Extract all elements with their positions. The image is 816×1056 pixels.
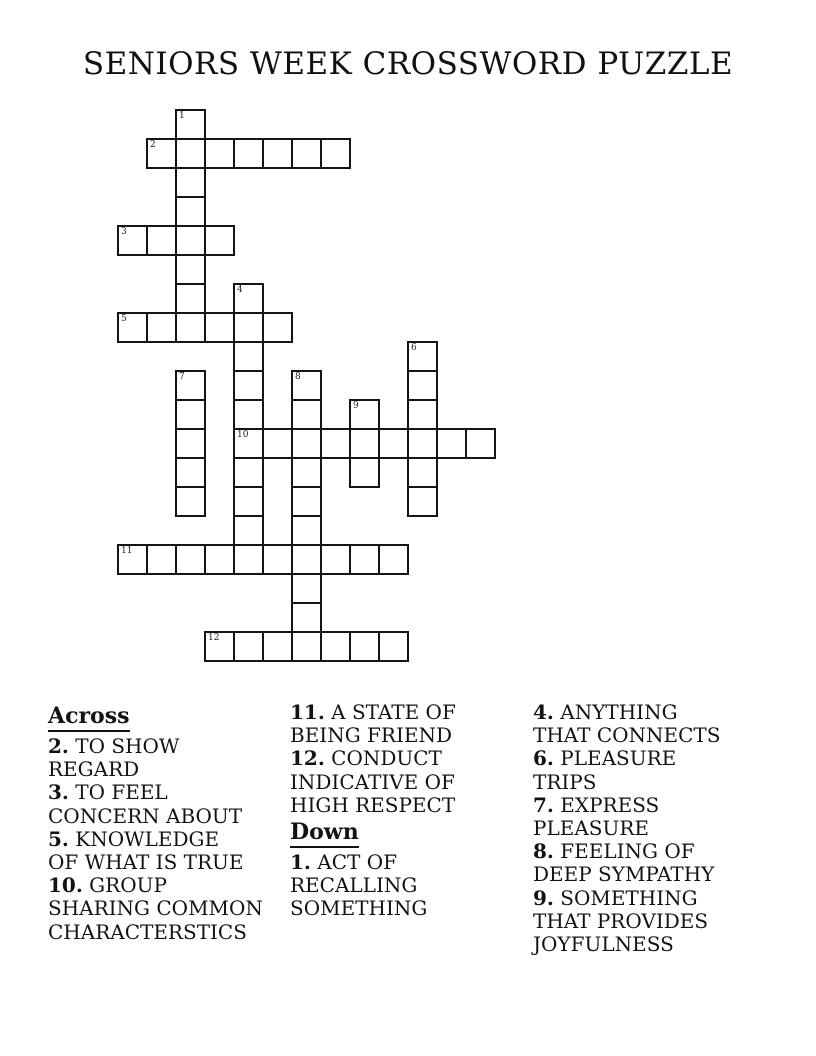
grid-cell[interactable] — [262, 544, 293, 575]
grid-cell[interactable] — [175, 167, 206, 198]
grid-cell[interactable] — [291, 544, 322, 575]
grid-cell[interactable] — [204, 225, 235, 256]
grid-cell[interactable] — [291, 399, 322, 430]
grid-cell[interactable] — [233, 370, 264, 401]
cell-number: 3 — [121, 227, 127, 237]
grid-cell[interactable] — [291, 631, 322, 662]
clue-column-1 — [48, 701, 286, 944]
grid-cell[interactable] — [320, 631, 351, 662]
grid-cell[interactable] — [233, 341, 264, 372]
grid-cell[interactable] — [146, 544, 177, 575]
clue-column-2 — [290, 701, 530, 921]
cell-number: 12 — [208, 633, 220, 643]
grid-cell[interactable] — [117, 544, 148, 575]
grid-cell[interactable] — [204, 138, 235, 169]
grid-cell[interactable] — [146, 138, 177, 169]
grid-cell[interactable] — [175, 312, 206, 343]
across-heading: Across — [48, 701, 286, 731]
grid-cell[interactable] — [465, 428, 496, 459]
grid-cell[interactable] — [349, 428, 380, 459]
grid-cell[interactable] — [175, 544, 206, 575]
grid-cell[interactable] — [291, 486, 322, 517]
grid-cell[interactable] — [175, 428, 206, 459]
grid-cell[interactable] — [233, 631, 264, 662]
grid-cell[interactable] — [407, 428, 438, 459]
clue-column-3 — [533, 701, 791, 956]
cell-number: 11 — [121, 546, 133, 556]
grid-cell[interactable] — [407, 370, 438, 401]
grid-cell[interactable] — [233, 428, 264, 459]
grid-cell[interactable] — [175, 138, 206, 169]
clue-6: 6. PLEASURE TRIPS — [533, 746, 677, 794]
cell-number: 5 — [121, 314, 127, 324]
grid-cell[interactable] — [175, 370, 206, 401]
grid-cell[interactable] — [378, 631, 409, 662]
grid-cell[interactable] — [233, 138, 264, 169]
down-heading: Down — [290, 817, 530, 847]
grid-cell[interactable] — [175, 283, 206, 314]
grid-cell[interactable] — [233, 515, 264, 546]
grid-cell[interactable] — [262, 138, 293, 169]
grid-cell[interactable] — [204, 544, 235, 575]
grid-cell[interactable] — [233, 486, 264, 517]
grid-cell[interactable] — [233, 457, 264, 488]
cell-number: 9 — [353, 401, 359, 411]
grid-cell[interactable] — [233, 312, 264, 343]
clue-8: 8. FEELING OF DEEP SYMPATHY — [533, 839, 715, 887]
grid-cell[interactable] — [349, 399, 380, 430]
clue-7: 7. EXPRESS PLEASURE — [533, 792, 660, 841]
grid-cell[interactable] — [233, 544, 264, 575]
grid-cell[interactable] — [291, 138, 322, 169]
grid-cell[interactable] — [291, 573, 322, 604]
page-title: SENIORS WEEK CROSSWORD PUZZLE — [82, 46, 734, 82]
cell-number: 1 — [179, 111, 185, 121]
grid-cell[interactable] — [204, 631, 235, 662]
grid-cell[interactable] — [407, 399, 438, 430]
cell-number: 6 — [411, 343, 417, 353]
grid-cell[interactable] — [407, 341, 438, 372]
clue-1: 1. ACT OF RECALLING SOMETHING — [290, 850, 428, 921]
grid-cell[interactable] — [378, 544, 409, 575]
grid-cell[interactable] — [146, 225, 177, 256]
grid-cell[interactable] — [262, 428, 293, 459]
grid-cell[interactable] — [349, 544, 380, 575]
grid-cell[interactable] — [407, 486, 438, 517]
grid-cell[interactable] — [146, 312, 177, 343]
grid-cell[interactable] — [291, 515, 322, 546]
cell-number: 8 — [295, 372, 301, 382]
crossword-grid — [117, 109, 496, 662]
clue-10: 10. GROUP SHARING COMMON CHARACTERSTICS — [48, 873, 263, 944]
grid-cell[interactable] — [233, 399, 264, 430]
grid-cell[interactable] — [320, 138, 351, 169]
grid-cell[interactable] — [349, 631, 380, 662]
grid-cell[interactable] — [262, 631, 293, 662]
clue-2: 2. TO SHOW REGARD — [48, 734, 180, 782]
clue-9: 9. SOMETHING THAT PROVIDES JOYFULNESS — [533, 885, 709, 957]
grid-cell[interactable] — [291, 602, 322, 633]
grid-cell[interactable] — [233, 283, 264, 314]
grid-cell[interactable] — [175, 457, 206, 488]
clue-11: 11. A STATE OF BEING FRIEND — [290, 700, 456, 748]
cell-number: 2 — [150, 140, 156, 150]
grid-cell[interactable] — [175, 196, 206, 227]
clue-4: 4. ANYTHING THAT CONNECTS — [533, 700, 721, 748]
grid-cell[interactable] — [175, 254, 206, 285]
clue-3: 3. TO FEEL CONCERN ABOUT — [48, 780, 243, 828]
grid-cell[interactable] — [204, 312, 235, 343]
grid-cell[interactable] — [291, 457, 322, 488]
grid-cell[interactable] — [175, 486, 206, 517]
grid-cell[interactable] — [117, 312, 148, 343]
grid-cell[interactable] — [320, 428, 351, 459]
grid-cell[interactable] — [175, 109, 206, 140]
grid-cell[interactable] — [262, 312, 293, 343]
grid-cell[interactable] — [320, 544, 351, 575]
cell-number: 7 — [179, 372, 185, 382]
clue-5: 5. KNOWLEDGE OF WHAT IS TRUE — [48, 826, 244, 875]
grid-cell[interactable] — [175, 225, 206, 256]
grid-cell[interactable] — [291, 370, 322, 401]
grid-cell[interactable] — [407, 457, 438, 488]
grid-cell[interactable] — [349, 457, 380, 488]
cell-number: 10 — [237, 430, 249, 440]
grid-cell[interactable] — [436, 428, 467, 459]
clue-12: 12. CONDUCT INDICATIVE OF HIGH RESPECT — [290, 746, 456, 817]
grid-cell[interactable] — [291, 428, 322, 459]
grid-cell[interactable] — [175, 399, 206, 430]
grid-cell[interactable] — [378, 428, 409, 459]
cell-number: 4 — [237, 285, 243, 295]
grid-cell[interactable] — [117, 225, 148, 256]
